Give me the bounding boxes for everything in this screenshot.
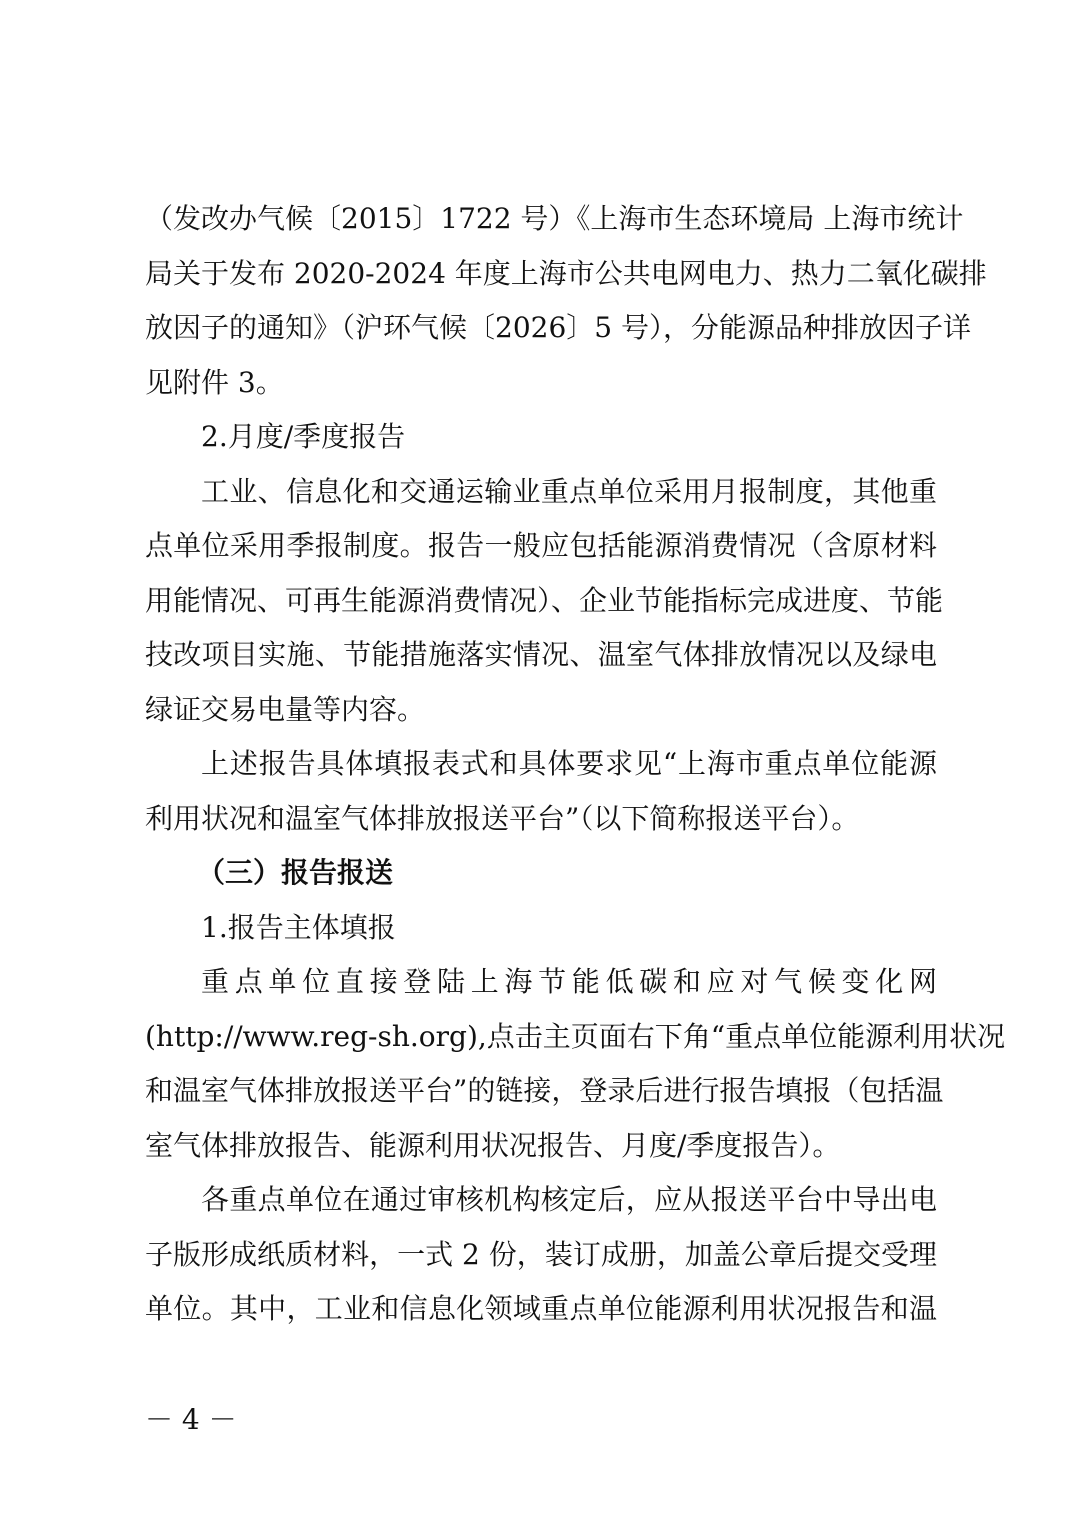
text-line: 点单位采用季报制度。报告一般应包括能源消费情况（含原材料 bbox=[145, 529, 937, 562]
text-line: 用能情况、可再生能源消费情况）、企业节能指标完成进度、节能 bbox=[145, 583, 944, 617]
text-line: 见附件 3。 bbox=[145, 365, 284, 399]
text-line: 局关于发布 2020-2024 年度上海市公共电网电力、热力二氧化碳排 bbox=[145, 256, 987, 290]
subheading-monthly-quarterly-report: 2.月度/季度报告 bbox=[201, 420, 406, 453]
text-line: 放因子的通知》（沪环气候〔2026〕5 号），分能源品种排放因子详 bbox=[145, 311, 971, 344]
text-line-url: (http://www.reg-sh.org),点击主页面右下角“重点单位能源利用状况 bbox=[145, 1019, 1006, 1053]
subheading-entity-filing: 1.报告主体填报 bbox=[201, 910, 396, 944]
text-line: 技改项目实施、节能措施落实情况、温室气体排放情况以及绿电 bbox=[145, 638, 937, 671]
section-heading-report-submission: （三）报告报送 bbox=[197, 856, 394, 889]
text-line: （发改办气候〔2015〕1722 号）《上海市生态环境局 上海市统计 bbox=[145, 202, 964, 235]
text-line: 绿证交易电量等内容。 bbox=[145, 692, 426, 726]
text-line: 工业、信息化和交通运输业重点单位采用月报制度，其他重 bbox=[201, 474, 937, 508]
text-line: 子版形成纸质材料，一式 2 份，装订成册，加盖公章后提交受理 bbox=[145, 1237, 937, 1271]
page-number: － 4 － bbox=[145, 1403, 237, 1436]
text-line: 上述报告具体填报表式和具体要求见“上海市重点单位能源 bbox=[201, 747, 937, 780]
text-line: 单位。其中，工业和信息化领域重点单位能源利用状况报告和温 bbox=[145, 1292, 937, 1325]
text-line: 和温室气体排放报送平台”的链接，登录后进行报告填报（包括温 bbox=[145, 1074, 944, 1107]
text-line: 室气体排放报告、能源利用状况报告、月度/季度报告）。 bbox=[145, 1128, 841, 1162]
text-line: 重点单位直接登陆上海节能低碳和应对气候变化网 bbox=[201, 965, 937, 998]
text-line: 各重点单位在通过审核机构核定后，应从报送平台中导出电 bbox=[201, 1183, 937, 1216]
text-line: 利用状况和温室气体排放报送平台”（以下简称报送平台）。 bbox=[145, 801, 860, 835]
document-body bbox=[145, 192, 1006, 1337]
